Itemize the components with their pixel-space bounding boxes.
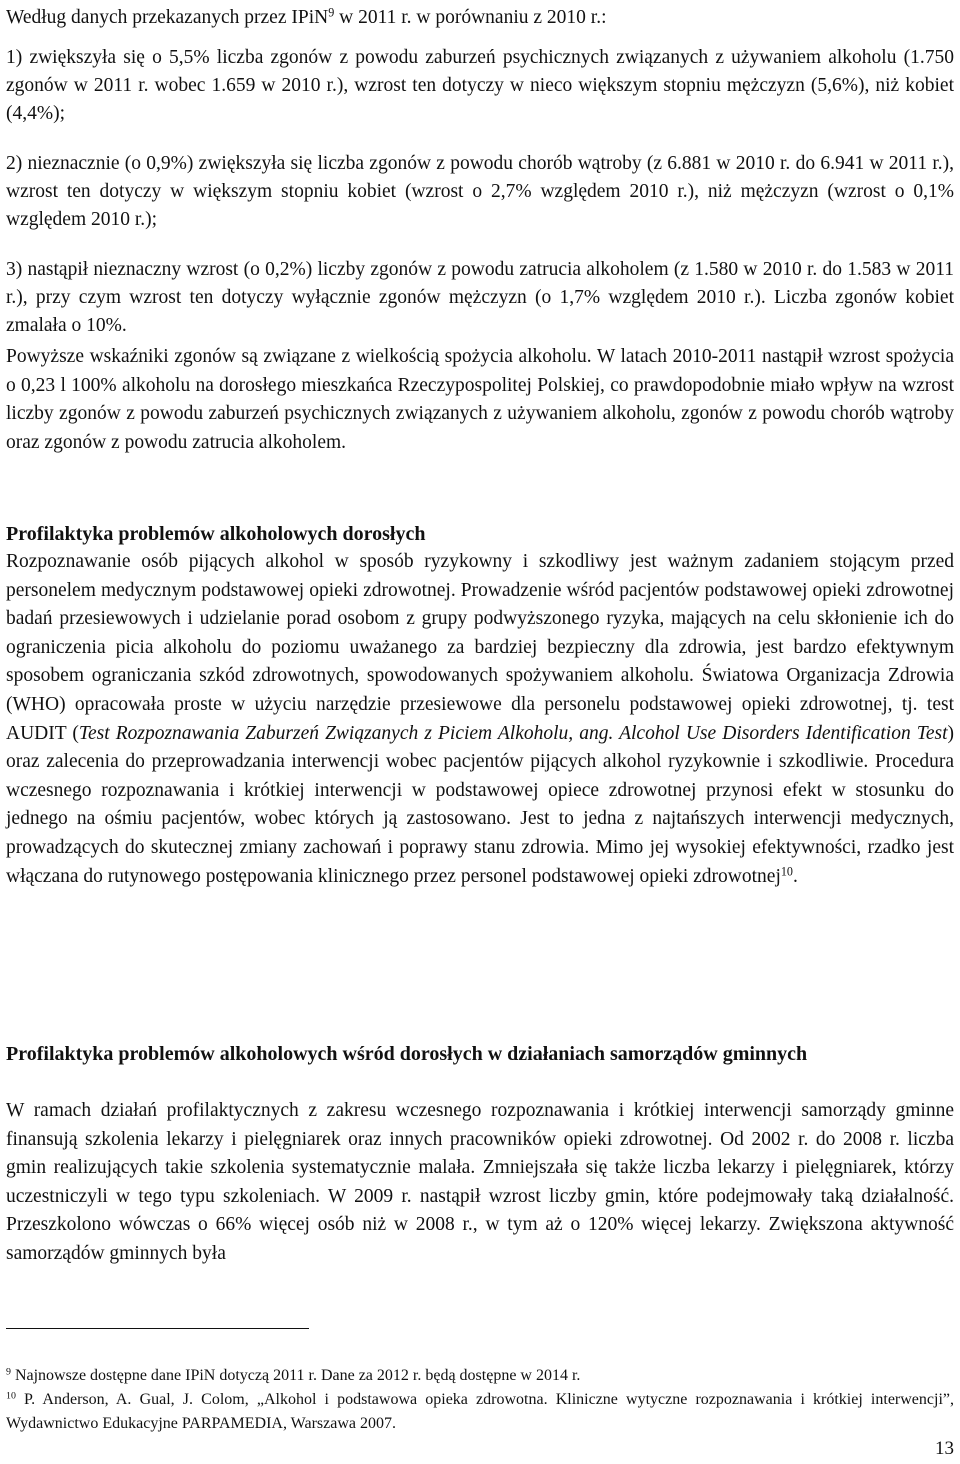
paragraph-screening [6, 548, 954, 891]
section-heading-municipal: Profilaktyka problemów alkoholowych wśród dorosłych w działaniach samorządów gminnych [6, 1043, 808, 1065]
list-text: nastąpił nieznaczny wzrost (o 0,2%) liczby zgonów z powodu zatrucia alkoholem (z 1.580 w 2010 r. do 1.583 w 2011 r.), przy czym wzrost ten dotyczy wyłącznie zgonów mężczyzn (o 1,7% względem 2010 r.). Liczba zgonów kobiet zmalała o 10%. [6, 259, 955, 336]
list-number: 1) [6, 47, 23, 68]
paragraph-municipal: W ramach działań profilaktycznych z zakresu wczesnego rozpoznawania i krótkiej interwencji samorządy gminne finansują szkolenia lekarzy i pielęgniarek oraz innych pracowników opieki zdrowotnej. Od 2002 r. do 2008 r. liczba gmin realizujących takie szkolenia systematycznie malała. Zmniejszała się także liczba lekarzy i pielęgniarek, którzy uczestniczyli w tego typu szkoleniach. W 2009 r. nastąpił wzrost liczby gmin, które podejmowały taką działalność. Przeszkolono wówczas o 66% więcej osób niż w 2008 r., w tym aż o 120% więcej lekarzy. Zwiększona aktywność samorządów gminnych była [6, 1100, 954, 1264]
footnote-ref-9[interactable]: 9 [328, 5, 335, 20]
footnote-10 [6, 1388, 954, 1436]
intro-text-end: w 2011 r. w porównaniu z 2010 r.: [334, 7, 607, 28]
paragraph-screening-text-2: ) oraz zalecenia do przeprowadzania interwencji wobec pacjentów pijących alkohol ryzykownie i szkodliwie. Procedura wczesnego rozpoznawania i krótkiej interwencji w podstawowej opiece zdrowotnej przynosi efekt w stosunku do jednego na ośmiu pacjentów, wobec których ją zastosowano. Jest to jedna z najtańszych interwencji medycznych, prowadzących do skutecznej zmiany zachowań i poprawy stanu zdrowia. Mimo jej wysokiej efektywności, rzadko jest włączana do rutynowego postępowania klinicznego przez personel podstawowej opieki zdrowotnej [6, 722, 954, 887]
footnote-text: Najnowsze dostępne dane IPiN dotyczą 2011 r. Dane za 2012 r. będą dostępne w 2014 r. [10, 1367, 581, 1384]
footnote-number: 10 [6, 1390, 16, 1402]
intro-line [6, 4, 954, 32]
audit-test-name: Test Rozpoznawania Zaburzeń Związanych z Piciem Alkoholu, ang. Alcohol Use Disorders Identification Test [78, 722, 948, 744]
footnote-text: P. Anderson, A. Gual, J. Colom, „Alkohol i podstawowa opieka zdrowotna. Kliniczne wytyczne rozpoznawania i krótkiej interwencji”, Wydawnictwo Edukacyjne PARPAMEDIA, Warszawa 2007. [6, 1391, 954, 1432]
list-text: nieznacznie (o 0,9%) zwiększyła się liczba zgonów z powodu chorób wątroby (z 6.881 w 2010 r. do 6.941 w 2011 r.), wzrost ten dotyczy w większym stopniu kobiet (wzrost o 2,7% względem 2010 r.), niż mężczyzn (wzrost o 0,1% względem 2010 r.); [6, 153, 954, 230]
footnote-9 [6, 1364, 954, 1388]
list-number: 2) [6, 153, 23, 174]
footnote-ref-10[interactable]: 10 [780, 863, 793, 878]
footnote-number: 9 [6, 1366, 11, 1378]
paragraph-screening-text: Rozpoznawanie osób pijących alkohol w sposób ryzykowny i szkodliwy jest ważnym zadaniem stojącym przed personelem medycznym podstawowej opieki zdrowotnej. Prowadzenie wśród pacjentów podstawowej opieki zdrowotnej badań przesiewowych i udzielanie porad osobom z grupy podwyższonego ryzyka, mających na celu skłonienie ich do ograniczenia picia alkoholu do poziomu uważanego za bardziej bezpieczny dla zdrowia, jest bardzo efektywnym sposobem ograniczania szkód zdrowotnych, spowodowanych spożywaniem alkoholu. Światowa Organizacja Zdrowia (WHO) opracowała proste w użyciu narzędzie przesiewowe dla personelu podstawowej opieki zdrowotnej, tj. test AUDIT ( [6, 551, 954, 744]
list-text: zwiększyła się o 5,5% liczba zgonów z powodu zaburzeń psychicznych związanych z używaniem alkoholu (1.750 zgonów w 2011 r. wobec 1.659 w 2010 r.), wzrost ten dotyczy w nieco większym stopniu mężczyzn (5,6%), niż kobiet (4,4%); [6, 47, 954, 124]
list-number: 3) [6, 259, 23, 280]
section-heading-adults: Profilaktyka problemów alkoholowych dorosłych [6, 523, 426, 545]
paragraph-screening-end: . [792, 865, 798, 887]
footnote-separator [6, 1328, 309, 1329]
list-item [6, 256, 954, 340]
paragraph-consumption: Powyższe wskaźniki zgonów są związane z wielkością spożycia alkoholu. W latach 2010-2011 nastąpił wzrost spożycia o 0,23 l 100% alkoholu na dorosłego mieszkańca Rzeczypospolitej Polskiej, co prawdopodobnie miało wpływ na wzrost liczby zgonów z powodu zaburzeń psychicznych związanych z używaniem alkoholu, zgonów z powodu chorób wątroby oraz zgonów z powodu zatrucia alkoholem. [6, 346, 954, 453]
list-item [6, 44, 954, 128]
intro-text: Według danych przekazanych przez IPiN [6, 7, 329, 28]
page-number: 13 [935, 1438, 954, 1459]
list-item [6, 150, 954, 234]
